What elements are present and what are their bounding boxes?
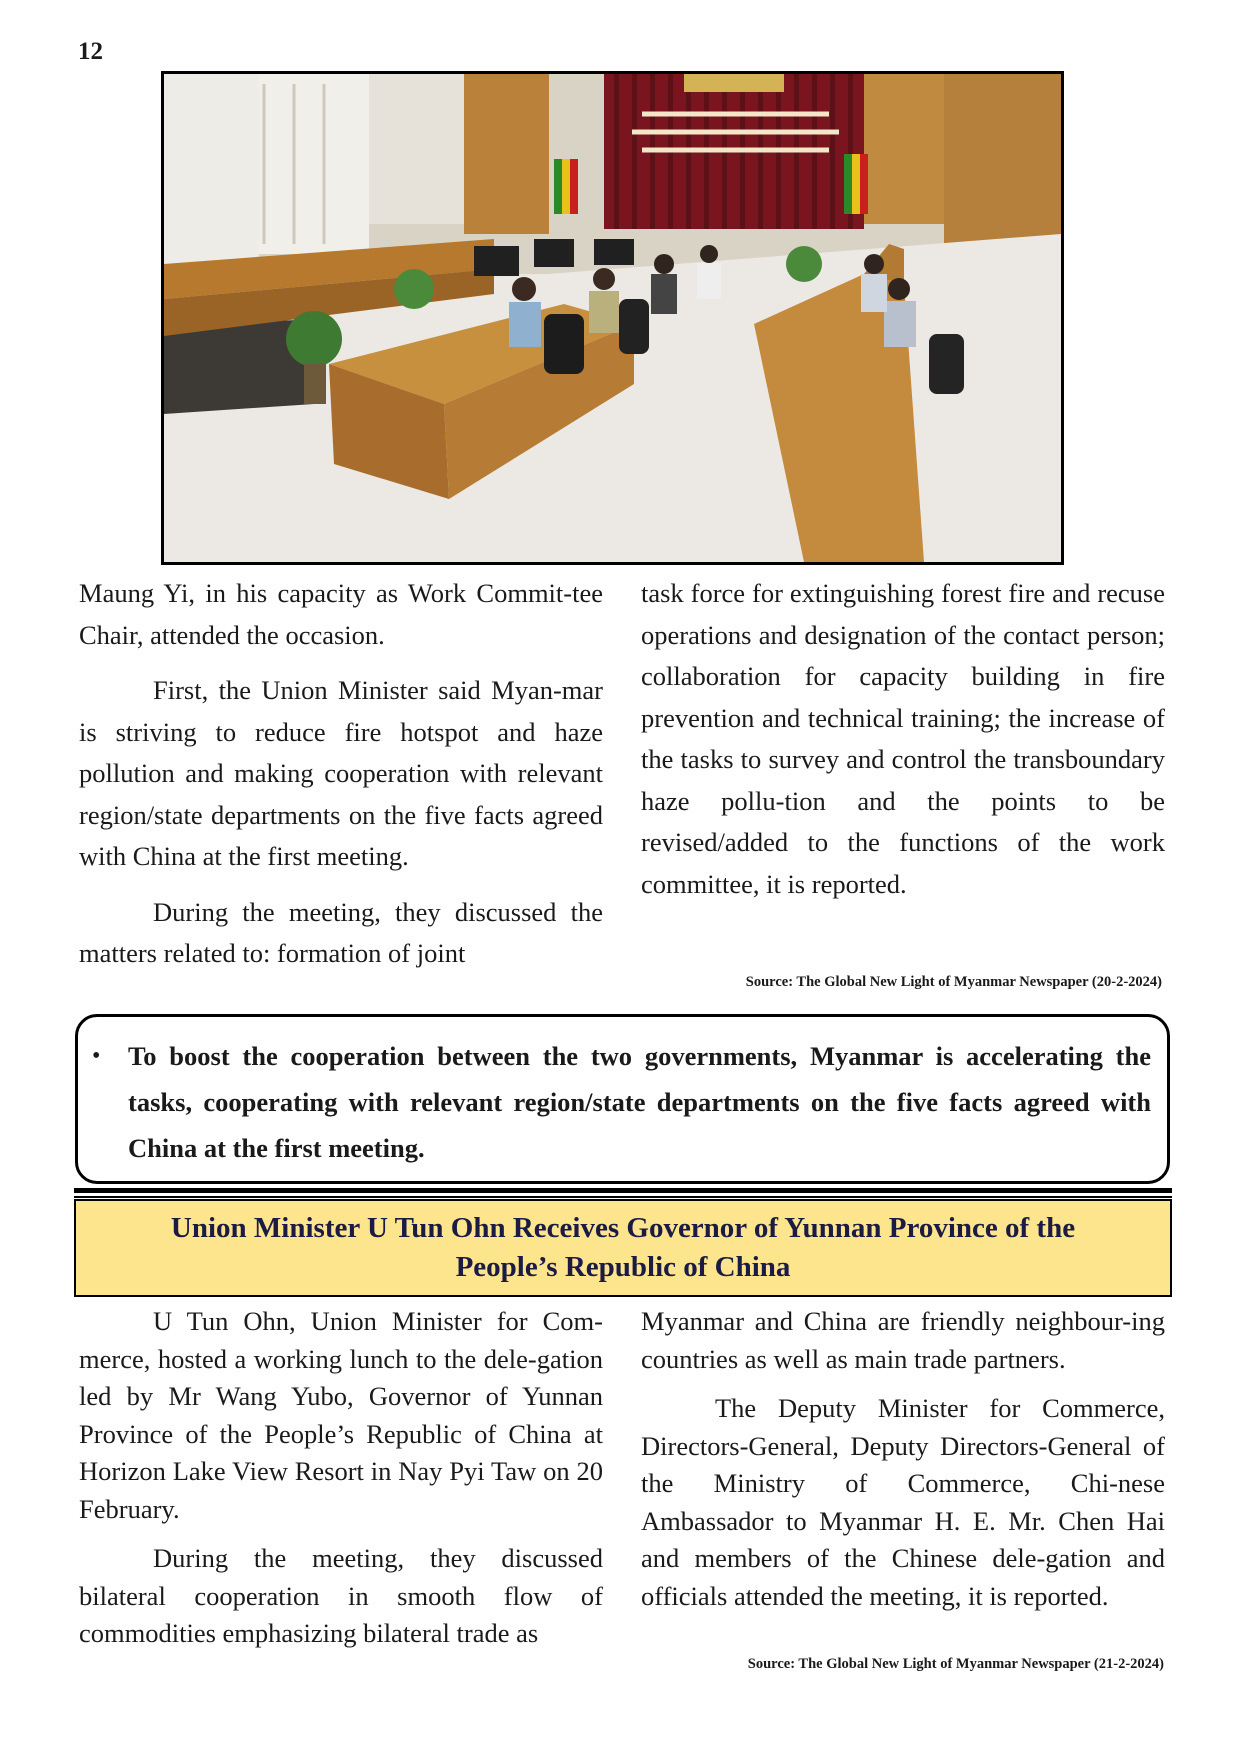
article1-source: Source: The Global New Light of Myanmar Newspaper (20-2-2024): [745, 974, 1162, 990]
article2-headline-box: [74, 1199, 1172, 1297]
article1-paragraph: During the meeting, they discussed the matters related to: formation of joint: [79, 896, 603, 968]
article2-left-column: [79, 1303, 603, 1665]
highlight-callout: [75, 1014, 1170, 1184]
article1-right-column: [641, 573, 1165, 919]
article1-paragraph: First, the Union Minister said Myan-mar is striving to reduce fire hotspot and haze pollution and making cooperation with relevant region/state departments on the five facts agreed with China at the first meeting.: [79, 675, 603, 871]
article2-paragraph: U Tun Ohn, Union Minister for Com-merce, hosted a working lunch to the dele-gation led by Mr Wang Yubo, Governor of Yunnan Province of the People’s Republic of China at Horizon Lake View Resort in Nay Pyi Taw on 20 February.: [79, 1306, 603, 1524]
callout-text: To boost the cooperation between the two governments, Myanmar is accelerating the tasks, cooperating with relevant region/state departments on the five facts agreed with China at the first meeting.: [128, 1041, 1151, 1163]
headline-line: Union Minister U Tun Ohn Receives Governor of Yunnan Province of the: [170, 1212, 1076, 1244]
meeting-photo: [161, 71, 1064, 565]
article2-paragraph: The Deputy Minister for Commerce, Directors-General, Deputy Directors-General of the Ministry of Commerce, Chi-nese Ambassador to Myanmar H. E. Mr. Chen Hai and members of the Chinese dele-gation and officials attended the meeting, it is reported.: [641, 1393, 1165, 1611]
headline-line: People’s Republic of China: [455, 1251, 791, 1283]
page-number: 12: [78, 38, 103, 65]
article1-paragraph: Maung Yi, in his capacity as Work Commit-tee Chair, attended the occasion.: [79, 578, 603, 650]
article2-source: Source: The Global New Light of Myanmar Newspaper (21-2-2024): [747, 1656, 1164, 1672]
article2-paragraph: Myanmar and China are friendly neighbour-ing countries as well as main trade partners.: [641, 1306, 1165, 1374]
article1-left-column: [79, 573, 603, 989]
article2-right-column: [641, 1303, 1165, 1627]
bullet-icon: •: [92, 1043, 101, 1069]
article1-paragraph: task force for extinguishing forest fire and recuse operations and designation of the contact person; collaboration for capacity building in fire prevention and technical training; the increase of the tasks to survey and control the transboundary haze pollu-tion and the points to be revised/added to the functions of the work committee, it is reported.: [641, 578, 1165, 899]
article2-paragraph: During the meeting, they discussed bilateral cooperation in smooth flow of commodities emphasizing bilateral trade as: [79, 1543, 603, 1648]
article2-headline: [131, 1209, 1115, 1287]
divider-rule: [74, 1188, 1172, 1193]
divider-rule: [74, 1196, 1172, 1198]
